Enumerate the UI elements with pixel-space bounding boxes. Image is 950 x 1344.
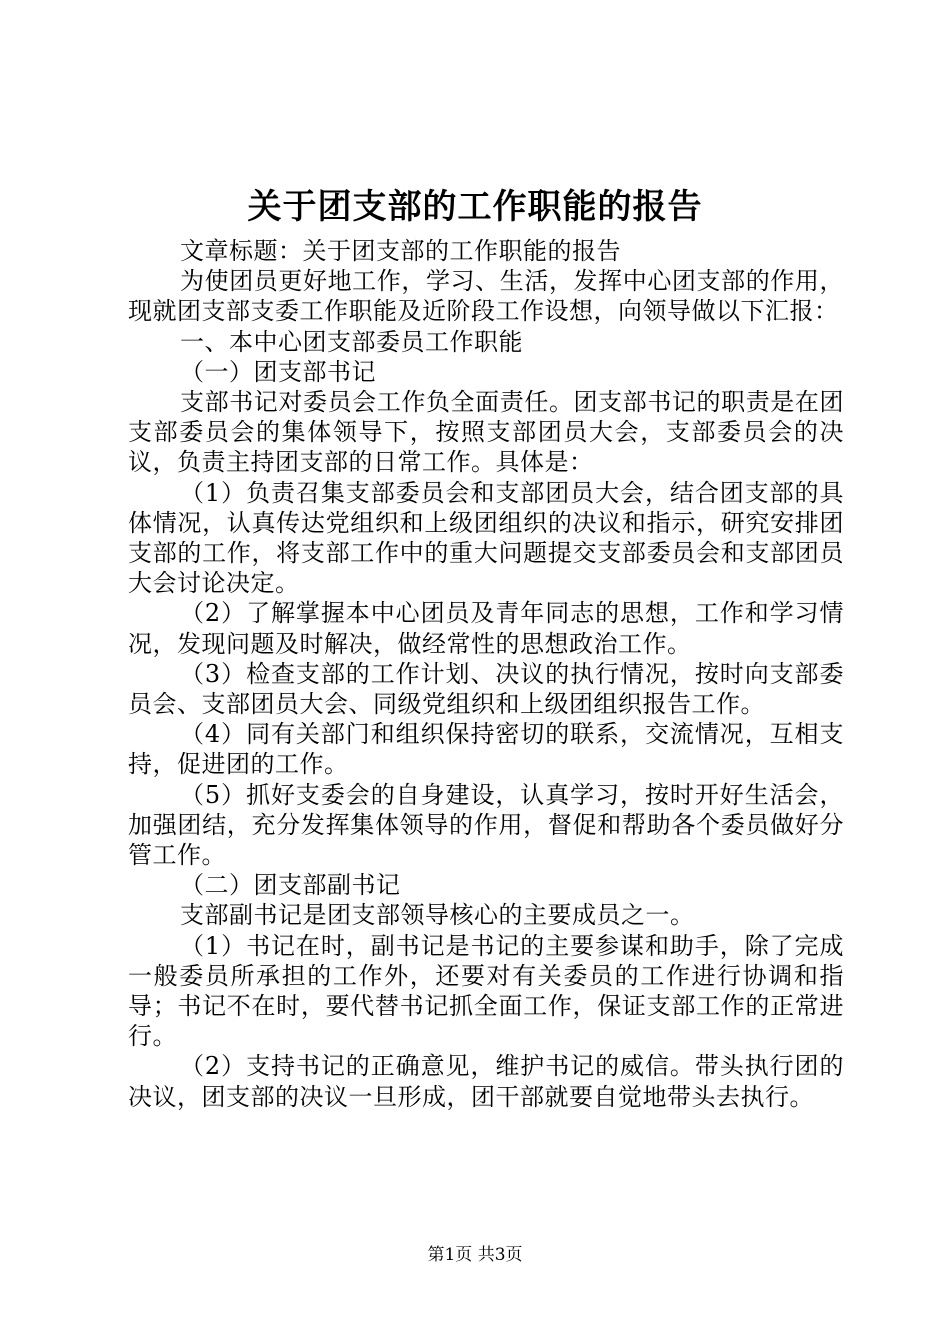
list-item-secretary-1: （1）负责召集支部委员会和支部团员大会，结合团支部的具体情况，认真传达党组织和上级团组织的决议和指示，研究安排团支部的工作，将支部工作中的重大问题提交支部委员会和支部团员大会讨论决定。 [128, 478, 844, 598]
document-body [128, 236, 844, 1112]
subsection-heading-deputy: （二）团支部副书记 [180, 871, 401, 900]
list-item-deputy-2: （2）支持书记的正确意见，维护书记的威信。带头执行团的决议，团支部的决议一旦形成，团干部就要自觉地带头去执行。 [128, 1052, 844, 1111]
list-item-secretary-4: （4）同有关部门和组织保持密切的联系，交流情况，互相支持，促进团的工作。 [128, 720, 844, 779]
subsection-heading-secretary: （一）团支部书记 [180, 357, 376, 386]
page-footer: 第1页 共3页 [427, 1245, 523, 1265]
paragraph-deputy-intro: 支部副书记是团支部领导核心的主要成员之一。 [180, 901, 695, 930]
section-heading-1: 一、本中心团支部委员工作职能 [180, 327, 523, 356]
document-title: 关于团支部的工作职能的报告 [247, 187, 703, 227]
list-item-secretary-5: （5）抓好支委会的自身建设，认真学习，按时开好生活会，加强团结，充分发挥集体领导的作用，督促和帮助各个委员做好分管工作。 [128, 780, 844, 870]
paragraph-secretary-duties: 支部书记对委员会工作负全面责任。团支部书记的职责是在团支部委员会的集体领导下，按照支部团员大会，支部委员会的决议，负责主持团支部的日常工作。具体是： [128, 388, 844, 477]
paragraph-article-title: 文章标题：关于团支部的工作职能的报告 [180, 237, 621, 265]
list-item-deputy-1: （1）书记在时，副书记是书记的主要参谋和助手，除了完成一般委员所承担的工作外，还要对有关委员的工作进行协调和指导；书记不在时，要代替书记抓全面工作，保证支部工作的正常进行。 [128, 931, 844, 1051]
list-item-secretary-3: （3）检查支部的工作计划、决议的执行情况，按时向支部委员会、支部团员大会、同级党组织和上级团组织报告工作。 [128, 659, 844, 719]
list-item-secretary-2: （2）了解掌握本中心团员及青年同志的思想，工作和学习情况，发现问题及时解决，做经常性的思想政治工作。 [128, 599, 844, 658]
paragraph-intro: 为使团员更好地工作，学习、生活，发挥中心团支部的作用，现就团支部支委工作职能及近阶段工作设想，向领导做以下汇报： [128, 267, 844, 326]
